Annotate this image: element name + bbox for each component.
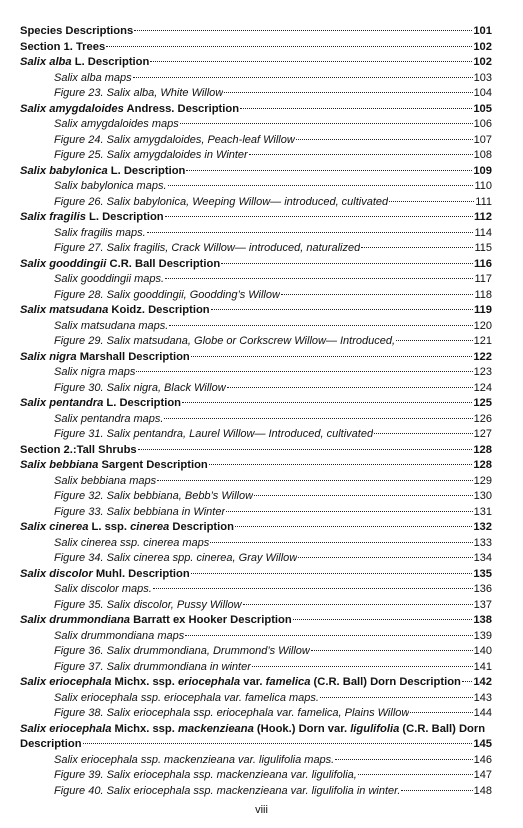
toc-entry-title <box>20 257 220 273</box>
dot-leader <box>169 325 472 326</box>
toc-entry[interactable] <box>20 722 492 738</box>
dot-leader <box>191 356 473 357</box>
toc-entry-title <box>54 706 409 722</box>
toc-title-part: Salix babylonica maps. <box>54 180 167 192</box>
toc-page-number: 115 <box>474 242 492 254</box>
toc-entry-title <box>54 117 179 133</box>
toc-subentry[interactable] <box>20 365 492 381</box>
toc-entry-title <box>20 164 185 180</box>
toc-subentry[interactable] <box>20 706 492 722</box>
toc-subentry[interactable] <box>20 768 492 784</box>
toc-subentry[interactable] <box>20 660 492 676</box>
dot-leader <box>226 511 473 512</box>
dot-leader <box>157 480 473 481</box>
toc-subentry[interactable] <box>20 474 492 490</box>
toc-title-italic-part: Salix fragilis <box>20 211 86 223</box>
toc-entry-title <box>54 598 242 614</box>
dot-leader <box>401 790 472 791</box>
dot-leader <box>153 588 473 589</box>
toc-title-part: Figure 34. Salix cinerea spp. cinerea, Gray Willow <box>54 552 298 564</box>
dot-leader <box>296 139 473 140</box>
toc-entry-title <box>54 474 156 490</box>
toc-entry[interactable] <box>20 210 492 226</box>
toc-title-part: Salix drummondiana maps <box>54 629 185 642</box>
toc-entry[interactable] <box>20 257 492 273</box>
toc-title-part: Figure 40. Salix eriocephala ssp. mackenzieana var. ligulifolia in winter. <box>54 784 401 797</box>
toc-entry-title <box>54 179 167 195</box>
toc-entry[interactable] <box>20 303 492 319</box>
toc-entry-title <box>54 381 226 397</box>
toc-title-part: Koidz. Description <box>108 304 210 316</box>
toc-page-number: 130 <box>473 490 492 502</box>
toc-title-part: Section 2.:Tall Shrubs <box>20 443 137 456</box>
toc-entry-title <box>54 505 225 521</box>
toc-title-part: Salix gooddingii maps. <box>54 273 165 285</box>
toc-page-number: 102 <box>473 40 492 53</box>
toc-entry[interactable] <box>20 567 492 583</box>
toc-title-italic-part: eriocephala <box>177 676 241 688</box>
toc-page-number: 123 <box>473 366 492 378</box>
dot-leader <box>410 712 472 713</box>
toc-page-number: 148 <box>473 784 492 797</box>
toc-title-part: Figure 37. Salix drummondiana in winter <box>54 660 251 673</box>
toc-title-italic-part: Salix bebbiana <box>20 459 99 471</box>
toc-title-part: Figure 26. Salix babylonica, Weeping Willow— introduced, cultivated <box>54 195 389 208</box>
toc-title-part: (C.R. Ball) Dorn <box>399 722 486 735</box>
dot-leader <box>136 371 472 372</box>
toc-entry-title <box>54 226 146 242</box>
toc-entry[interactable] <box>20 102 492 118</box>
dot-leader <box>361 247 473 248</box>
dot-leader <box>254 495 473 496</box>
toc-entry-title <box>54 691 319 707</box>
toc-subentry[interactable] <box>20 148 492 164</box>
toc-entry-title <box>54 133 295 149</box>
toc-entry-title <box>54 334 395 350</box>
toc-subentry[interactable] <box>20 86 492 102</box>
toc-entry[interactable] <box>20 164 492 180</box>
toc-page-number: 138 <box>473 614 492 626</box>
toc-title-part: Figure 23. Salix alba, White Willow <box>54 87 224 99</box>
toc-page-number: 131 <box>473 505 492 518</box>
toc-title-part: Figure 31. Salix pentandra, Laurel Willow— Introduced, cultivated <box>54 428 374 440</box>
toc-page-number: 140 <box>473 645 492 657</box>
toc-page-number: 109 <box>473 164 492 177</box>
toc-entry[interactable] <box>20 520 492 536</box>
toc-page-number: 101 <box>473 25 492 37</box>
toc-entry-title <box>20 722 485 738</box>
toc-subentry[interactable] <box>20 241 492 257</box>
toc-title-part: Figure 29. Salix matsudana, Globe or Corkscrew Willow— Introduced, <box>54 335 396 347</box>
toc-entry-title <box>20 520 234 536</box>
toc-subentry[interactable] <box>20 489 492 505</box>
toc-title-italic-part: Salix drummondiana <box>20 614 131 626</box>
toc-title-part: Salix eriocephala ssp. eriocephala var. famelica maps. <box>54 691 319 704</box>
toc-entry-title <box>20 55 149 71</box>
dot-leader <box>227 387 473 388</box>
table-of-contents <box>20 24 492 799</box>
toc-title-italic-part: Salix pentandra <box>20 397 104 409</box>
toc-page-number: 137 <box>473 598 492 611</box>
dot-leader <box>462 681 472 682</box>
dot-leader <box>180 123 473 124</box>
toc-page-number: 145 <box>473 738 492 750</box>
toc-entry[interactable] <box>20 350 492 366</box>
toc-entry-title <box>20 102 239 118</box>
toc-title-part: Salix matsudana maps. <box>54 319 169 332</box>
dot-leader <box>252 666 473 667</box>
toc-entry-title <box>54 412 163 428</box>
toc-page-number: 118 <box>474 288 492 301</box>
toc-title-part: L. Description <box>107 164 186 177</box>
toc-entry-title <box>54 272 164 288</box>
toc-title-part: Description <box>20 738 82 750</box>
dot-leader <box>165 216 473 217</box>
dot-leader <box>106 46 472 47</box>
dot-leader <box>298 557 472 558</box>
toc-entry[interactable] <box>20 443 492 459</box>
toc-title-part: L. ssp. <box>88 521 131 533</box>
toc-subentry[interactable] <box>20 691 492 707</box>
toc-entry-title <box>54 644 310 660</box>
dot-leader <box>186 170 472 171</box>
toc-title-italic-part: Salix babylonica <box>20 164 108 177</box>
toc-title-part: Salix cinerea ssp. cinerea maps <box>54 536 210 549</box>
toc-page-number: 134 <box>473 552 492 564</box>
toc-title-part: Salix alba maps <box>54 71 132 84</box>
toc-page-number: 128 <box>473 459 492 471</box>
dot-leader <box>150 61 472 62</box>
toc-entry-title <box>20 24 133 40</box>
toc-entry[interactable] <box>20 458 492 474</box>
toc-page-number: 143 <box>473 691 492 704</box>
toc-subentry[interactable] <box>20 133 492 149</box>
toc-title-part: Figure 35. Salix discolor, Pussy Willow <box>54 598 242 611</box>
dot-leader <box>374 433 473 434</box>
toc-page-number: 114 <box>474 226 492 239</box>
dot-leader <box>134 30 472 31</box>
toc-entry-title <box>20 350 190 366</box>
toc-subentry[interactable] <box>20 629 492 645</box>
toc-page-number: 110 <box>474 180 492 192</box>
dot-leader <box>147 232 474 233</box>
toc-title-part: Description <box>169 521 234 533</box>
toc-entry-title <box>54 148 248 164</box>
toc-title-part: Figure 27. Salix fragilis, Crack Willow— introduced, naturalized <box>54 242 361 254</box>
toc-title-part: Salix discolor maps. <box>54 583 152 595</box>
toc-title-part: L. Description <box>103 397 182 409</box>
dot-leader <box>235 526 472 527</box>
toc-entry-title <box>20 458 208 474</box>
dot-leader <box>211 309 473 310</box>
toc-title-italic-part: Salix alba <box>20 56 72 68</box>
dot-leader <box>209 464 473 465</box>
toc-subentry[interactable] <box>20 753 492 769</box>
toc-entry-title <box>20 567 190 583</box>
toc-page-number: 135 <box>473 567 492 580</box>
toc-page-number: 124 <box>473 381 492 394</box>
toc-page-number: 116 <box>473 257 492 270</box>
toc-subentry[interactable] <box>20 505 492 521</box>
toc-title-part: C.R. Ball Description <box>106 257 221 270</box>
dot-leader <box>191 573 473 574</box>
toc-entry-title <box>54 660 251 676</box>
toc-page-number: 119 <box>473 304 492 316</box>
toc-page-number: 146 <box>473 753 492 766</box>
dot-leader <box>165 278 473 279</box>
toc-page-number: 105 <box>473 102 492 115</box>
toc-subentry[interactable] <box>20 288 492 304</box>
toc-subentry[interactable] <box>20 272 492 288</box>
toc-subentry[interactable] <box>20 784 492 800</box>
toc-entry-title <box>20 675 461 691</box>
toc-page-number: 139 <box>473 629 492 642</box>
toc-page-number: 122 <box>473 350 492 363</box>
dot-leader <box>224 92 472 93</box>
toc-title-part: Figure 24. Salix amygdaloides, Peach-leaf Willow <box>54 133 295 146</box>
toc-title-part: Salix eriocephala ssp. mackenzieana var. ligulifolia maps. <box>54 753 335 766</box>
toc-page-number: 121 <box>473 335 492 347</box>
toc-page-number: 147 <box>473 769 492 781</box>
toc-title-part: Salix fragilis maps. <box>54 226 146 239</box>
toc-entry[interactable] <box>20 55 492 71</box>
toc-title-part: Salix bebbiana maps <box>54 474 157 487</box>
dot-leader <box>281 294 474 295</box>
dot-leader <box>320 697 473 698</box>
toc-title-italic-part: Salix eriocephala <box>20 676 112 688</box>
toc-entry[interactable] <box>20 396 492 412</box>
toc-title-part: Andress. Description <box>123 102 240 115</box>
toc-entry-title <box>20 737 82 753</box>
dot-leader <box>311 650 473 651</box>
dot-leader <box>389 201 474 202</box>
toc-title-part: Species Descriptions <box>20 25 134 37</box>
toc-title-italic-part: ligulifolia <box>350 722 400 735</box>
toc-entry-title <box>54 582 152 598</box>
dot-leader <box>240 108 472 109</box>
toc-entry-title <box>54 288 280 304</box>
toc-entry-title <box>20 303 210 319</box>
toc-subentry[interactable] <box>20 381 492 397</box>
toc-title-part: Figure 39. Salix eriocephala ssp. mackenzieana var. ligulifolia, <box>54 769 357 781</box>
toc-subentry[interactable] <box>20 412 492 428</box>
toc-page-number: 107 <box>473 133 492 146</box>
toc-page-number: 129 <box>473 474 492 487</box>
toc-title-italic-part: Salix amygdaloides <box>20 102 124 115</box>
toc-subentry[interactable] <box>20 644 492 660</box>
page-number: viii <box>255 804 268 816</box>
toc-title-italic-part: Salix gooddingii <box>20 257 107 270</box>
toc-subentry[interactable] <box>20 195 492 211</box>
toc-entry-title <box>20 443 137 459</box>
toc-title-part: Figure 38. Salix eriocephala ssp. eriocephala var. famelica, Plains Willow <box>54 707 410 719</box>
toc-entry-title <box>20 613 292 629</box>
toc-title-part: Figure 32. Salix bebbiana, Bebb’s Willow <box>54 490 254 502</box>
dot-leader <box>182 402 472 403</box>
toc-entry[interactable] <box>20 24 492 40</box>
toc-page-number: 142 <box>473 676 492 688</box>
toc-title-part: Michx. ssp. <box>111 722 178 735</box>
toc-page-number: 141 <box>473 660 492 673</box>
toc-title-part: Michx. ssp. <box>111 676 178 688</box>
toc-title-italic-part: Salix discolor <box>20 567 93 580</box>
toc-entry-title <box>54 71 132 87</box>
dot-leader <box>335 759 472 760</box>
toc-subentry[interactable] <box>20 427 492 443</box>
toc-page-number: 133 <box>473 536 492 549</box>
toc-page-number: 125 <box>473 397 492 409</box>
toc-subentry[interactable] <box>20 536 492 552</box>
dot-leader <box>164 418 472 419</box>
toc-title-italic-part: cinerea <box>130 521 170 533</box>
toc-page-number: 132 <box>473 521 492 533</box>
dot-leader <box>249 154 473 155</box>
toc-title-part: Figure 33. Salix bebbiana in Winter <box>54 505 226 518</box>
toc-title-part: Figure 36. Salix drummondiana, Drummond’s Willow <box>54 645 310 657</box>
toc-page-number: 111 <box>475 195 492 208</box>
toc-entry-title <box>54 241 360 257</box>
toc-subentry[interactable] <box>20 582 492 598</box>
toc-page-number: 126 <box>473 412 492 425</box>
toc-title-part: Salix pentandra maps. <box>54 412 164 425</box>
toc-title-italic-part: mackenzieana <box>177 722 254 735</box>
toc-title-part: Figure 28. Salix gooddingii, Goodding’s Willow <box>54 288 280 301</box>
toc-title-italic-part: Salix nigra <box>20 350 77 363</box>
dot-leader <box>168 185 474 186</box>
toc-title-part: (Hook.) Dorn var. <box>253 722 351 735</box>
toc-title-part: L. Description <box>71 56 150 68</box>
toc-title-part: Barratt ex Hooker Description <box>130 614 292 626</box>
dot-leader <box>293 619 473 620</box>
toc-page-number: 102 <box>473 56 492 68</box>
dot-leader <box>133 77 473 78</box>
toc-page-number: 104 <box>473 87 492 99</box>
toc-subentry[interactable] <box>20 226 492 242</box>
toc-entry-title <box>54 489 253 505</box>
toc-title-part: Section 1. Trees <box>20 40 106 53</box>
toc-title-part: Muhl. Description <box>92 567 190 580</box>
toc-entry-title <box>54 629 184 645</box>
toc-title-part: var. <box>240 676 266 688</box>
toc-title-italic-part: Salix cinerea <box>20 521 89 533</box>
toc-title-part: L. Description <box>85 211 164 223</box>
toc-page-number: 128 <box>473 443 492 456</box>
toc-entry[interactable] <box>20 675 492 691</box>
toc-entry-title <box>54 536 209 552</box>
toc-subentry[interactable] <box>20 71 492 87</box>
toc-subentry[interactable] <box>20 551 492 567</box>
toc-subentry[interactable] <box>20 598 492 614</box>
toc-entry[interactable] <box>20 613 492 629</box>
toc-entry-title <box>54 365 135 381</box>
toc-page-number: 120 <box>473 319 492 332</box>
toc-subentry[interactable] <box>20 117 492 133</box>
dot-leader <box>185 635 472 636</box>
toc-page-number: 136 <box>473 583 492 595</box>
toc-subentry[interactable] <box>20 179 492 195</box>
toc-entry-title <box>54 551 297 567</box>
toc-title-part: Salix amygdaloides maps <box>54 118 179 130</box>
toc-entry-title <box>54 319 168 335</box>
toc-page-number: 108 <box>473 149 492 161</box>
toc-entry-title <box>54 753 334 769</box>
toc-title-italic-part: famelica <box>265 676 311 688</box>
dot-leader <box>83 743 473 744</box>
toc-entry[interactable] <box>20 40 492 56</box>
toc-subentry[interactable] <box>20 319 492 335</box>
toc-entry-title <box>20 210 164 226</box>
toc-title-part: Figure 30. Salix nigra, Black Willow <box>54 381 226 394</box>
toc-page-number: 127 <box>473 428 492 440</box>
toc-title-part: Sargent Description <box>98 459 208 471</box>
toc-entry-title <box>54 768 357 784</box>
dot-leader <box>221 263 473 264</box>
dot-leader <box>396 340 473 341</box>
dot-leader <box>210 542 472 543</box>
toc-entry-title <box>20 396 181 412</box>
toc-page-number: 106 <box>473 118 492 130</box>
dot-leader <box>358 774 473 775</box>
toc-title-part: (C.R. Ball) Dorn Description <box>310 676 461 688</box>
toc-subentry[interactable] <box>20 334 492 350</box>
toc-entry-title <box>54 86 223 102</box>
toc-title-part: Figure 25. Salix amygdaloides in Winter <box>54 149 248 161</box>
dot-leader <box>243 604 473 605</box>
dot-leader <box>138 449 473 450</box>
toc-entry[interactable] <box>20 737 492 753</box>
toc-page-number: 103 <box>473 71 492 84</box>
toc-page-number: 144 <box>473 707 492 719</box>
toc-entry-title <box>54 195 388 211</box>
toc-title-part: Salix nigra maps <box>54 366 136 378</box>
toc-title-italic-part: Salix eriocephala <box>20 722 112 735</box>
toc-title-italic-part: Salix matsudana <box>20 304 109 316</box>
toc-page-number: 117 <box>474 273 492 285</box>
toc-title-part: Marshall Description <box>76 350 190 363</box>
toc-entry-title <box>20 40 105 56</box>
toc-entry-title <box>54 784 400 800</box>
toc-entry-title <box>54 427 373 443</box>
toc-page-number: 112 <box>473 211 492 223</box>
